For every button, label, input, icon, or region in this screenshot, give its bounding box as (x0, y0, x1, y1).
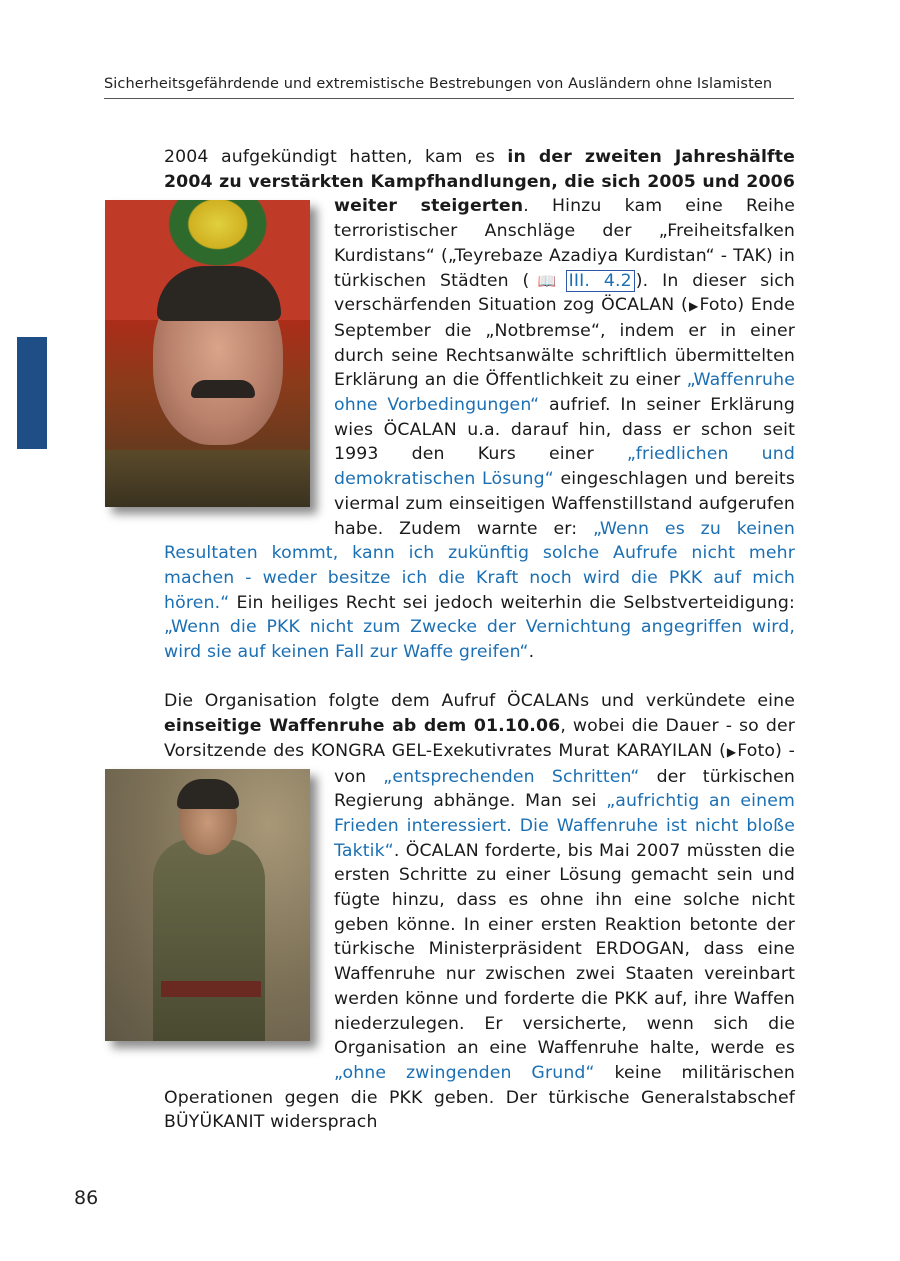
p2-bold-1: einseitige Waffenruhe ab dem 01.10.06 (164, 716, 561, 737)
p2-text-1: Die Organisation folgte dem Aufruf ÖCALANs und verkündete eine (164, 691, 795, 712)
paragraph-1 (164, 145, 795, 665)
p2-quote-2: „aufrichtig an einem Frieden interessiert. Die Waffenruhe ist nicht bloße Taktik“ (334, 791, 795, 861)
p2-text-2: , wobei die Dauer - so der Vorsitzende des KONGRA GEL-Exekutivrates Murat KARAYILAN ( (164, 716, 795, 761)
p2-quote-3: „ohne zwingenden Grund“ (334, 1063, 595, 1083)
book-icon: 📖 (529, 271, 565, 290)
running-header: Sicherheitsgefährdende und extremistische Bestrebungen von Ausländern ohne Islamisten (104, 76, 773, 92)
paragraph-2 (164, 689, 795, 1135)
photo-mustache (191, 380, 255, 398)
photo-belt (161, 981, 261, 997)
p1-quote-4: „Wenn die PKK nicht zum Zwecke der Vernichtung angegriffen wird, wird sie auf keinen Fall zur Waffe greifen“ (164, 617, 795, 663)
p1-text-8: . (528, 642, 535, 663)
p1-bold-1: in der zweiten Jahreshälfte 2004 zu verstärkten Kampfhandlungen, die sich 2005 und 2006 weiter steigerten (164, 147, 795, 217)
p1-text-6: eingeschlagen und bereits viermal zum einseitigen Waffenstillstand aufgerufen habe. Zudem warnte er: (334, 469, 795, 539)
p2-quote-1: „entsprechenden Schritten“ (383, 766, 640, 787)
p2-text-6: keine militärischen Operationen gegen die PKK geben. Der türkische Generalstabschef BÜYÜKANIT widersprach (164, 1063, 796, 1133)
photo-ref-2[interactable]: Foto (737, 740, 776, 761)
photo-ref-1[interactable]: Foto (699, 295, 738, 316)
p1-text-1: 2004 aufgekündigt hatten, kam es (164, 147, 508, 167)
header-rule (104, 98, 794, 99)
arrow-right-icon: ▶ (725, 744, 738, 759)
body-text (164, 145, 795, 1135)
photo-shirt (105, 450, 310, 507)
photo-hair (157, 266, 281, 321)
p2-text-4: der türkischen Regierung abhänge. Man sei (334, 766, 795, 812)
arrow-right-icon: ▶ (687, 299, 700, 314)
p1-quote-1: „Waffenruhe ohne Vorbedingungen“ (334, 370, 795, 416)
p1-text-7: Ein heiliges Recht sei jedoch weiterhin die Selbstverteidigung: (229, 592, 795, 613)
p1-quote-3: „Wenn es zu keinen Resultaten kommt, kann ich zukünftig solche Aufrufe nicht mehr machen - weder besitze ich die Kraft noch wird die PKK auf mich hören.“ (164, 518, 795, 613)
p2-text-3: - von (334, 740, 795, 787)
photo-ocalan (105, 200, 310, 507)
p1-text-2: . Hinzu kam eine Reihe terroristischer Anschläge der „Freiheitsfalken Kurdistans“ („Teyrebaze Azadiya Kurdistan“ - TAK) in türkischen Städten ( (334, 196, 795, 291)
photo-body (153, 839, 265, 1041)
p1-text-5: aufrief. In seiner Erklärung wies ÖCALAN u.a. darauf hin, dass er schon seit 1993 den Kurs einer (334, 395, 795, 465)
page-number: 86 (74, 1187, 99, 1209)
p1-text-3: ). In dieser sich verschärfenden Situation zog ÖCALAN ( (334, 270, 796, 316)
p2-text-5: . ÖCALAN forderte, bis Mai 2007 müssten die ersten Schritte zu einer Lösung gemacht sein und fügte hinzu, dass es ohne ihn eine solche nicht geben könne. In einer ersten Reaktion betonte der türkische Ministerpräsident ERDOGAN, dass eine Waffenruhe nur zwischen zwei Staaten vereinbart werden könne und forderte die PKK auf, ihre Waffen niederzulegen. Er versicherte, wenn sich die Organisation an eine Waffenruhe halte, werde es (334, 840, 795, 1059)
p1-text-4: ) Ende September die „Notbremse“, indem er in einer durch seine Rechtsanwälte schriftlich übermittelten Erklärung an die Öffentlichkeit zu einer (334, 295, 795, 391)
photo-karayilan (105, 769, 310, 1041)
p2-text-3-lead: ) (775, 740, 783, 761)
chapter-side-tab (17, 337, 47, 449)
cross-reference-link[interactable]: III. 4.2 (566, 270, 635, 292)
p1-quote-2: „friedlichen und demokratischen Lösung“ (334, 444, 795, 490)
